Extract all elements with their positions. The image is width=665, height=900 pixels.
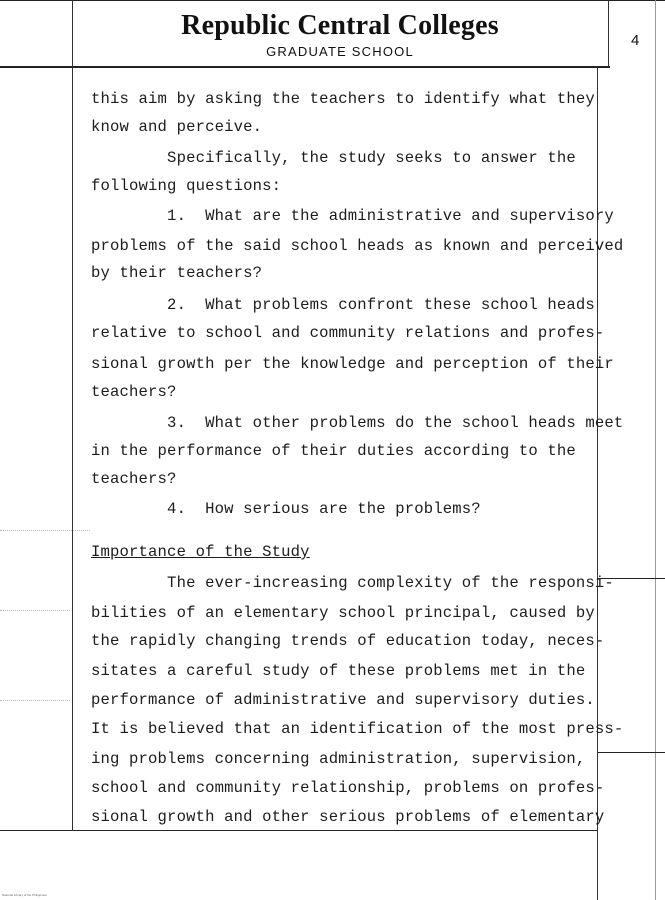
text-line: know and perceive.	[91, 118, 263, 136]
scan-artifact	[0, 530, 90, 531]
text-line: The ever-increasing complexity of the responsi-	[91, 574, 614, 592]
right-margin-rule	[597, 66, 598, 900]
text-line: this aim by asking the teachers to identify what they	[91, 90, 595, 108]
text-line: 3. What other problems do the school heads meet	[91, 414, 624, 432]
outer-right-rule	[655, 0, 656, 900]
footer-watermark: National Library of the Philippines	[2, 893, 47, 897]
text-line: in the performance of their duties according to the	[91, 442, 576, 460]
header-bottom-rule	[0, 66, 610, 68]
text-line: by their teachers?	[91, 264, 263, 282]
footer-rule	[0, 830, 598, 831]
scan-artifact	[0, 700, 70, 701]
text-line: performance of administrative and supervisory duties.	[91, 691, 595, 709]
text-line: school and community relationship, problems on profes-	[91, 779, 605, 797]
letterhead	[72, 0, 608, 66]
text-line: following questions:	[91, 177, 282, 195]
text-line: ing problems concerning administration, supervision,	[91, 750, 586, 768]
text-line: 1. What are the administrative and supervisory	[91, 207, 614, 225]
text-line: the rapidly changing trends of education today, neces-	[91, 632, 605, 650]
text-line: relative to school and community relations and profes-	[91, 324, 605, 342]
text-line: sitates a careful study of these problems met in the	[91, 662, 586, 680]
page-number: 4	[631, 32, 640, 49]
section-heading: Importance of the Study	[91, 543, 310, 561]
text-line: sional growth and other serious problems of elementary	[91, 808, 605, 826]
text-line: teachers?	[91, 470, 177, 488]
text-line: teachers?	[91, 383, 177, 401]
school-name: GRADUATE SCHOOL	[266, 44, 414, 59]
side-tab-rule-2	[598, 752, 665, 753]
scan-artifact	[0, 610, 70, 611]
text-line: It is believed that an identification of the most press-	[91, 720, 624, 738]
text-line: problems of the said school heads as known and perceived	[91, 237, 624, 255]
text-line: bilities of an elementary school principal, caused by	[91, 604, 595, 622]
header-right-rule	[608, 0, 609, 68]
text-line: 4. How serious are the problems?	[91, 500, 481, 518]
text-line: Specifically, the study seeks to answer the	[91, 149, 576, 167]
college-name: Republic Central Colleges	[181, 10, 499, 41]
left-margin-rule	[72, 0, 73, 831]
text-line: sional growth per the knowledge and perception of their	[91, 355, 614, 373]
text-line: 2. What problems confront these school heads	[91, 296, 595, 314]
